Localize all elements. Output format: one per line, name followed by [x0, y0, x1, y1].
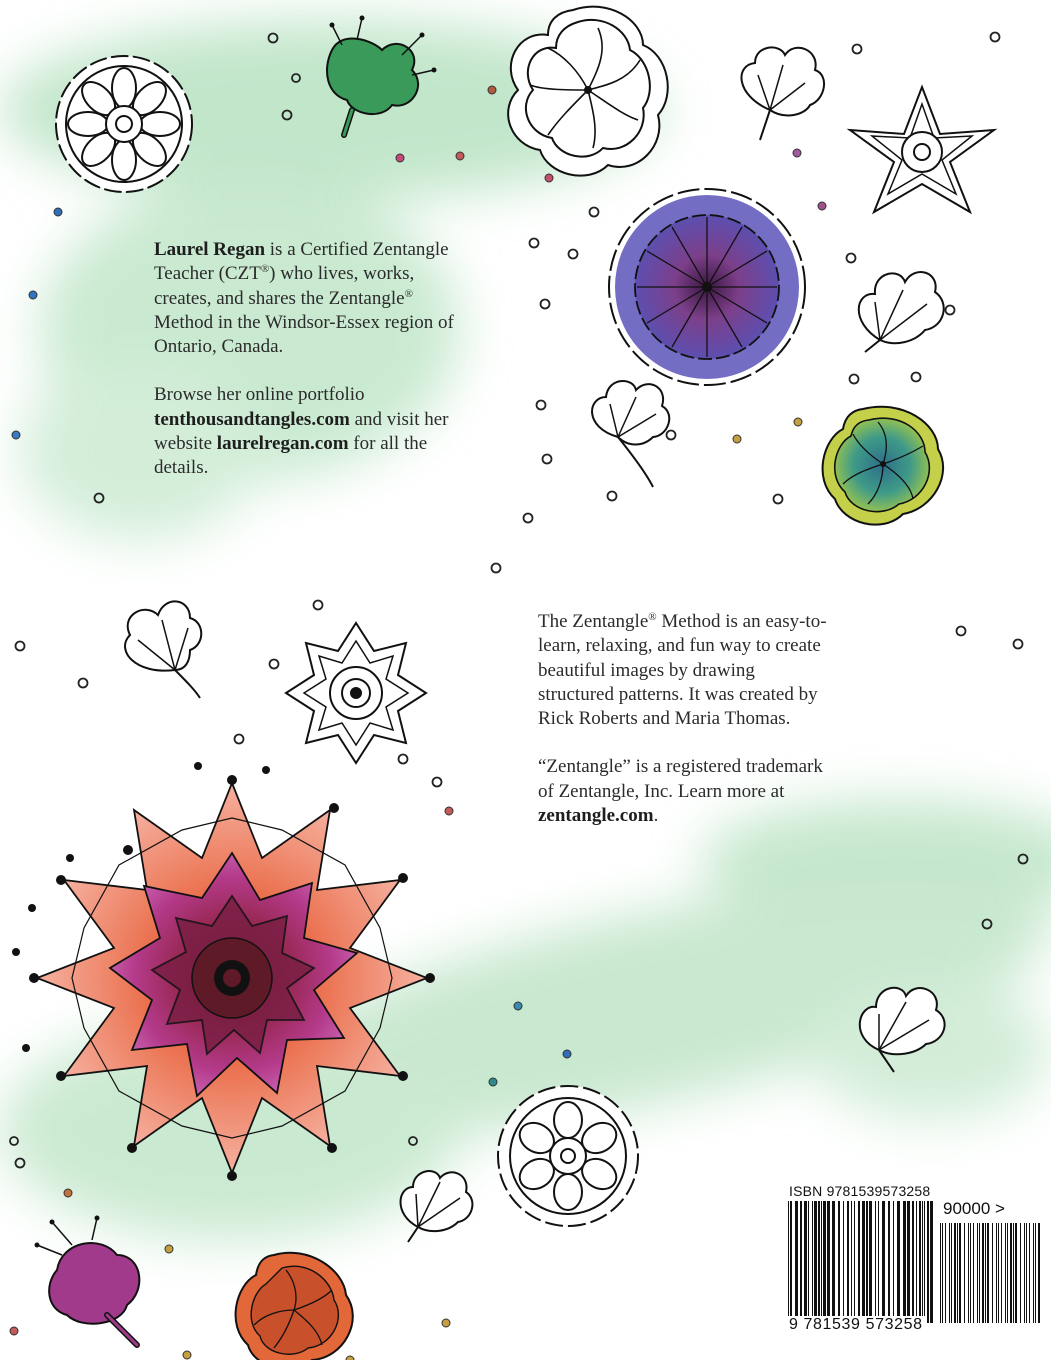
barcode-bar [814, 1201, 817, 1323]
barcode-bar [1010, 1223, 1012, 1323]
author-name: Laurel Regan [154, 239, 266, 260]
white-fan-flower-mid-left [125, 601, 201, 698]
barcode-bar [912, 1201, 914, 1323]
barcode-bar [823, 1201, 826, 1323]
magenta-flower-bud [35, 1216, 140, 1346]
barcode-bar [847, 1201, 849, 1323]
barcode-bar [1015, 1223, 1017, 1323]
barcode-bar [888, 1201, 890, 1323]
registered-mark: ® [648, 611, 657, 623]
white-round-flower-bottom [498, 1086, 638, 1226]
barcode-bar [992, 1223, 993, 1323]
barcode-bar [821, 1201, 822, 1323]
zentangle-link: zentangle.com [538, 805, 654, 827]
barcode-bar [851, 1201, 852, 1323]
barcode-bar [897, 1201, 900, 1323]
barcode-bar [968, 1223, 969, 1323]
barcode-bar [1038, 1223, 1040, 1323]
barcode-bar [866, 1201, 868, 1323]
barcode-bar [827, 1201, 830, 1323]
portfolio-link: tenthousandtangles.com [154, 408, 350, 430]
barcode-bar [927, 1201, 929, 1323]
barcode-digits: 9 781539 573258 [789, 1316, 923, 1333]
barcode-bar [790, 1201, 792, 1323]
white-round-flower-top-left [56, 56, 192, 192]
barcode-bar [1026, 1223, 1027, 1323]
barcode-bar [916, 1201, 917, 1323]
barcode-bar [1033, 1223, 1034, 1323]
author-bio [154, 238, 464, 481]
price-code: 90000 > [943, 1199, 1005, 1218]
barcode-bar [875, 1201, 876, 1323]
author-intro: is a Certified Zentangle Teacher (CZT [154, 239, 449, 285]
barcode-bar [942, 1223, 943, 1323]
registered-mark: ® [404, 287, 413, 300]
barcode-bar [1029, 1223, 1030, 1323]
barcode-bar [985, 1223, 986, 1323]
barcode-bar [1007, 1223, 1008, 1323]
trademark-notice: “Zentangle” is a registered trademark of Zentangle, Inc. [538, 756, 823, 802]
white-fan-flower-middle [592, 381, 669, 487]
barcode-bar [922, 1201, 923, 1323]
barcode-bar [1035, 1223, 1036, 1323]
barcode-bar [795, 1201, 798, 1323]
barcode-bar [843, 1201, 844, 1323]
barcode-bar [907, 1201, 910, 1323]
method-lead: The Zentangle [538, 611, 649, 632]
white-star-flower-right [850, 87, 994, 212]
barcode-bar [903, 1201, 906, 1323]
barcode-bar [957, 1223, 958, 1323]
barcode-bar [1005, 1223, 1006, 1323]
barcode-bar [998, 1223, 999, 1323]
barcode-bar [982, 1223, 984, 1323]
barcode-bar [800, 1201, 802, 1323]
author-region: Method in the Windsor-Essex region of Ontario, Canada. [154, 311, 454, 358]
teal-swirl-flower [823, 407, 944, 525]
barcode-bars-main [787, 1201, 937, 1323]
white-mandala-star [286, 623, 426, 763]
browse-text: Browse her online portfolio [154, 384, 365, 406]
method-body: Method is an easy-to-learn, relaxing, and fun way to create beautiful images by drawing structured patterns. It was created by Rick Roberts and Maria Thomas. [538, 611, 827, 730]
period: . [653, 805, 659, 827]
barcode-bar [882, 1201, 885, 1323]
barcode-bar [812, 1201, 813, 1323]
barcode-bar [959, 1223, 961, 1323]
barcode-bar [862, 1201, 865, 1323]
barcode-bar [945, 1223, 946, 1323]
barcode-bar [869, 1201, 872, 1323]
barcode-bar [973, 1223, 974, 1323]
learn-more-text: Learn more at [677, 780, 785, 802]
visit-text: and visit her website [154, 408, 449, 455]
barcode-bar [919, 1201, 921, 1323]
barcode-bar [854, 1201, 855, 1323]
white-fan-flower-right [859, 272, 944, 352]
barcode-bar [1013, 1223, 1014, 1323]
barcode-bar [1001, 1223, 1002, 1323]
barcode-bar [964, 1223, 965, 1323]
barcode-bar [949, 1223, 950, 1323]
barcode-bar [893, 1201, 894, 1323]
purple-flower [609, 189, 805, 385]
barcode-bar [788, 1201, 789, 1323]
barcode-bar [1020, 1223, 1021, 1323]
barcode-bar [996, 1223, 997, 1323]
barcode-bar [930, 1201, 933, 1323]
barcode-bar [924, 1201, 925, 1323]
author-intro-tail: ) who lives, works, creates, and shares the Zentangle [154, 263, 415, 309]
barcode-bar [804, 1201, 807, 1323]
method-description [538, 610, 828, 828]
closing-text: for all the details. [154, 433, 428, 479]
barcode-bar [951, 1223, 952, 1323]
barcode-bar [818, 1201, 820, 1323]
barcode-bar [977, 1223, 978, 1323]
barcode-bar [832, 1201, 835, 1323]
barcode-bar [878, 1201, 879, 1323]
orange-swirl-flower [236, 1253, 353, 1360]
website-link: laurelregan.com [216, 433, 349, 455]
barcode-bar [838, 1201, 840, 1323]
barcode-bar [808, 1201, 809, 1323]
barcode-bar [940, 1223, 941, 1323]
barcode-bar [987, 1223, 989, 1323]
registered-mark: ® [260, 263, 270, 276]
barcode-bar [1024, 1223, 1025, 1323]
barcode-bar [970, 1223, 971, 1323]
white-fan-flower-top [741, 47, 824, 140]
isbn-label: ISBN 9781539573258 [789, 1183, 931, 1199]
barcode-bar [858, 1201, 860, 1323]
barcode-bar [954, 1223, 956, 1323]
barcode-bar [979, 1223, 980, 1323]
barcode-bars-addon [939, 1223, 1043, 1323]
isbn-barcode [787, 1183, 1045, 1341]
